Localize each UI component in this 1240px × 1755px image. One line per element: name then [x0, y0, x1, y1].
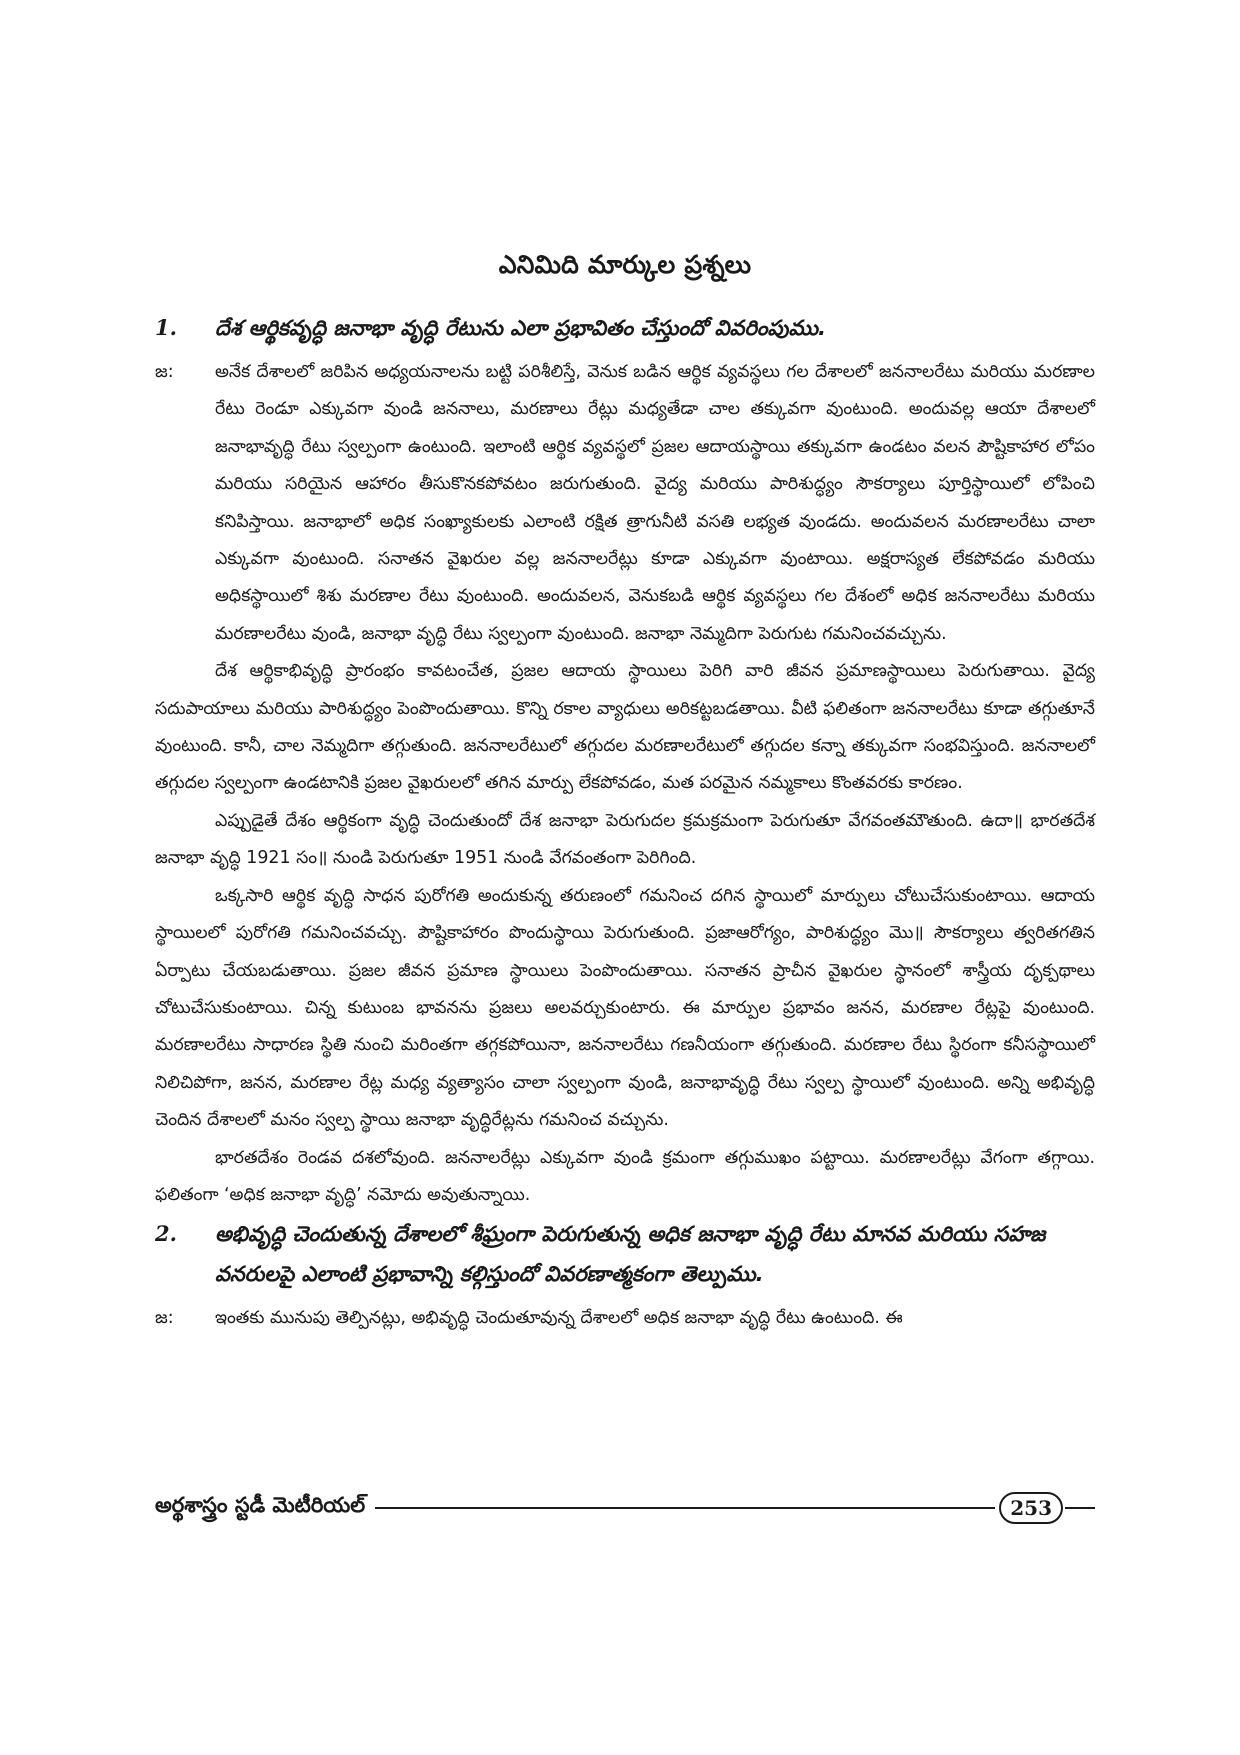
question-number: 1. [155, 315, 177, 340]
question-number: 2. [155, 1221, 177, 1247]
question-text: దేశ ఆర్థికవృద్ధి జనాభా వృద్ధి రేటును ఎలా ప్రభావితం చేస్తుందో వివరింపుము. [215, 316, 826, 340]
page-number: 253 [999, 1492, 1063, 1524]
answer-1-paragraph-4: ఒక్కసారి ఆర్థిక వృద్ధి సాధన పురోగతి అందుకున్న తరుణంలో గమనించ దగిన స్థాయిలో మార్పులు చోటుచేసుకుంటాయి. ఆదాయ స్థాయిలలో పురోగతి గమనించవచ్చు. పౌష్టికాహారం పొందుస్థాయి పెరుగుతుంది. ప్రజాఆరోగ్యం, పారిశుద్ధ్యం మొ॥ సౌకర్యాలు త్వరితగతిన ఏర్పాటు చేయబడుతాయి. ప్రజల జీవన ప్రమాణ స్థాయిలు పెంపొందుతాయి. సనాతన ప్రాచీన వైఖరుల స్థానంలో శాస్త్రీయ దృక్పథాలు చోటుచేసుకుంటాయి. చిన్న కుటుంబ భావనను ప్రజలు అలవర్చుకుంటారు. ఈ మార్పుల ప్రభావం జనన, మరణాల రేట్లపై వుంటుంది. మరణాలరేటు సాధారణ స్థితి నుంచి మరింతగా తగ్గకపోయినా, జననాలరేటు గణనీయంగా తగ్గుతుంది. మరణాల రేటు స్థిరంగా కనీసస్థాయిలో నిలిచిపోగా, జనన, మరణాల రేట్ల మధ్య వ్యత్యాసం చాలా స్వల్పంగా వుండి, జనాభావృద్ధి రేటు స్వల్ప స్థాయిలో వుంటుంది. అన్ని అభివృద్ధి చెందిన దేశాలలో మనం స్వల్ప స్థాయి జనాభా వృద్ధిరేట్లను గమనించ వచ్చును. [155, 885, 1095, 1131]
question-2 [155, 1214, 1095, 1294]
answer-2-paragraph-1 [155, 1300, 1095, 1337]
page-content [155, 250, 1095, 1338]
page-title: ఎనిమిది మార్కుల ప్రశ్నలు [498, 250, 752, 279]
footer-title: అర్థశాస్త్రం స్టడీ మెటీరియల్ [155, 1493, 366, 1517]
answer-text: అనేక దేశాలలో జరిపిన అధ్యయనాలను బట్టి పరిశీలిస్తే, వెనుక బడిన ఆర్థిక వ్యవస్థలు గల దేశాలలో జననాలరేటు మరియు మరణాల రేటు రెండూ ఎక్కువగా వుండి జననాలు, మరణాలు రేట్లు మధ్యతేడా చాల తక్కువగా వుంటుంది. అందువల్ల ఆయా దేశాలలో జనాభావృద్ధి రేటు స్వల్పంగా ఉంటుంది. ఇలాంటి ఆర్థిక వ్యవస్థలో ప్రజల ఆదాయస్థాయి తక్కువగా ఉండటం వలన పౌష్టికాహార లోపం మరియు సరియైన ఆహారం తీసుకొనకపోవటం జరుగుతుంది. వైద్య మరియు పారిశుద్ధ్యం సౌకర్యాలు పూర్తిస్థాయిలో లోపించి కనిపిస్తాయి. జనాభాలో అధిక సంఖ్యాకులకు ఎలాంటి రక్షిత త్రాగునీటి వసతి లభ్యత వుండదు. అందువలన మరణాలరేటు చాలా ఎక్కువగా వుంటుంది. సనాతన వైఖరుల వల్ల జననాలరేట్లు కూడా ఎక్కువగా వుంటాయి. అక్షరాస్యత లేకపోవడం మరియు అధికస్థాయిలో శిశు మరణాల రేటు వుంటుంది. అందువలన, వెనుకబడి ఆర్థిక వ్యవస్థలు గల దేశంలో అధిక జననాలరేటు మరియు మరణాలరేటు వుండి, జనాభా వృద్ధి రేటు స్వల్పంగా వుంటుంది. జనాభా నెమ్మదిగా పెరుగుట గమనించవచ్చును. [215, 362, 1095, 644]
answer-label: జ: [155, 1308, 174, 1329]
footer-divider-end [1065, 1507, 1095, 1509]
answer-1-paragraph-5: భారతదేశం రెండవ దశలోవుంది. జననాలరేట్లు ఎక్కువగా వుండి క్రమంగా తగ్గుముఖం పట్టాయి. మరణాలరేట్లు వేగంగా తగ్గాయి. ఫలితంగా ‘అధిక జనాభా వృద్ధి’ నమోదు అవుతున్నాయి. [155, 1147, 1095, 1205]
question-1 [155, 308, 1095, 348]
answer-label: జ: [155, 362, 174, 382]
answer-1-paragraph-2: దేశ ఆర్థికాభివృద్ధి ప్రారంభం కావటంచేత, ప్రజల ఆదాయ స్థాయిలు పెరిగి వారి జీవన ప్రమాణస్థాయిలు పెరుగుతాయి. వైద్య సదుపాయాలు మరియు పారిశుద్ధ్యం పెంపొందుతాయి. కొన్ని రకాల వ్యాధులు అరికట్టబడతాయి. వీటి ఫలితంగా జననాలరేటు కూడా తగ్గుతూనే వుంటుంది. కానీ, చాల నెమ్మదిగా తగ్గుతుంది. జననాలరేటులో తగ్గుదల మరణాలరేటులో తగ్గుదల కన్నా తక్కువగా సంభవిస్తుంది. జననాలలో తగ్గుదల స్వల్పంగా ఉండటానికి ప్రజల వైఖరులలో తగిన మార్పు లేకపోవడం, మత పరమైన నమ్మకాలు కొంతవరకు కారణం. [155, 661, 1095, 794]
answer-1-paragraph-3: ఎప్పుడైతే దేశం ఆర్థికంగా వృద్ధి చెందుతుందో దేశ జనాభా పెరుగుదల క్రమక్రమంగా పెరుగుతూ వేగవంతమౌతుంది. ఉదా॥ భారతదేశ జనాభా వృద్ధి 1921 సం॥ నుండి పెరుగుతూ 1951 నుండి వేగవంతంగా పెరిగింది. [155, 810, 1095, 869]
question-text: అభివృద్ధి చెందుతున్న దేశాలలో శీఘ్రంగా పెరుగుతున్న అధిక జనాభా వృద్ధి రేటు మానవ మరియు సహజ వనరులపై ఎలాంటి ప్రభావాన్ని కల్గిస్తుందో వివరణాత్మకంగా తెల్పుము. [215, 1222, 1046, 1287]
answer-text: ఇంతకు మునుపు తెల్పినట్లు, అభివృద్ధి చెందుతూవున్న దేశాలలో అధిక జనాభా వృద్ధి రేటు ఉంటుంది. ఈ [215, 1308, 903, 1329]
footer-divider [375, 1507, 995, 1509]
answer-1-paragraph-1 [155, 354, 1095, 653]
page-footer [155, 1488, 1095, 1528]
